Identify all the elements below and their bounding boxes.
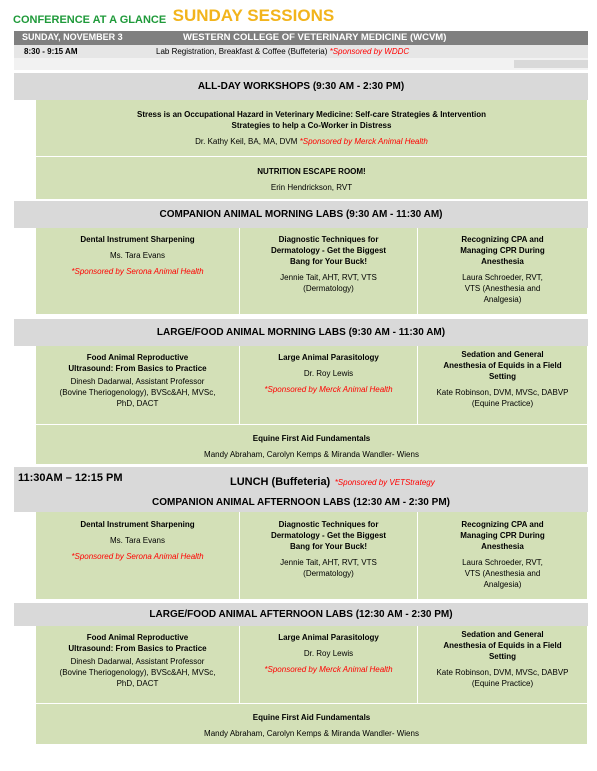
ca-cpa-speaker-2: VTS (Anesthesia and [464,569,541,578]
lm-para-cell [240,346,418,425]
cm-cpa-title-1: Recognizing CPA and [461,235,544,244]
cm-cpa-cell [418,228,588,315]
workshop-stress-title-2: Strategies to help a Co-Worker in Distress [231,121,392,130]
lm-firstaid-title: Equine First Aid Fundamentals [252,434,371,443]
companion-afternoon-heading: COMPANION ANIMAL AFTERNOON LABS (12:30 AM - 2:30 PM) [14,492,588,512]
ca-cpa-title-2: Managing CPR During [460,531,545,540]
cm-dental-title: Dental Instrument Sharpening [80,235,195,244]
lm-sedation-title-1: Sedation and General [461,350,544,359]
lunch-row [14,467,588,492]
cm-derm-speaker-1: Jennie Tait, AHT, RVT, VTS [280,273,377,282]
ca-dental-title: Dental Instrument Sharpening [80,520,195,529]
la-firstaid-speakers: Mandy Abraham, Carolyn Kemps & Miranda Wandler- Wiens [204,729,419,738]
lm-repro-speaker-3: PhD, DACT [116,399,159,408]
cm-cpa-title-3: Anesthesia [481,257,524,266]
registration-sponsor: *Sponsored by WDDC [329,47,410,56]
cm-cpa-title-2: Managing CPR During [460,246,545,255]
venue-label: WESTERN COLLEGE OF VETERINARY MEDICINE (WCVM) [183,32,447,43]
cm-cpa-speaker-1: Laura Schroeder, RVT, [462,273,543,282]
workshop-escape-title: NUTRITION ESCAPE ROOM! [257,167,366,176]
la-sedation-title-3: Setting [488,652,517,661]
ca-derm-cell [240,512,418,600]
large-afternoon-heading: LARGE/FOOD ANIMAL AFTERNOON LABS (12:30 AM - 2:30 PM) [14,603,588,626]
lm-sedation-speaker-2: (Equine Practice) [471,399,534,408]
la-sedation-title-2: Anesthesia of Equids in a Field [443,641,562,650]
lm-repro-speaker-2: (Bovine Theriogenology), BVSc&AH, MVSc, [59,388,216,397]
cm-derm-cell [240,228,418,315]
la-para-title: Large Animal Parasitology [278,633,379,642]
lm-sedation-title-2: Anesthesia of Equids in a Field [443,361,562,370]
la-repro-speaker-2: (Bovine Theriogenology), BVSc&AH, MVSc, [59,668,216,677]
ca-dental-sponsor: *Sponsored by Serona Animal Health [71,552,204,561]
ca-cpa-title-1: Recognizing CPA and [461,520,544,529]
day-header-row [14,31,588,45]
cm-derm-title-2: Dermatology - Get the Biggest [270,246,387,255]
workshop-stress-cell [36,100,588,157]
ca-cpa-cell [418,512,588,600]
lm-firstaid-cell [36,425,588,465]
cm-derm-title-1: Diagnostic Techniques for [278,235,379,244]
cm-cpa-speaker-3: Analgesia) [483,295,522,304]
ca-cpa-speaker-3: Analgesia) [483,580,522,589]
la-firstaid-title: Equine First Aid Fundamentals [252,713,371,722]
ca-dental-cell [36,512,240,600]
workshop-escape-cell [36,157,588,200]
ca-cpa-title-3: Anesthesia [481,542,524,551]
la-para-speaker: Dr. Roy Lewis [303,649,354,658]
la-sedation-title-1: Sedation and General [461,630,544,639]
workshop-stress-title-1: Stress is an Occupational Hazard in Veterinary Medicine: Self-care Strategies & Intervention [136,110,486,119]
workshop-stress-sponsor: *Sponsored by Merck Animal Health [299,137,428,146]
cm-dental-speaker: Ms. Tara Evans [110,251,165,260]
large-morning-heading: LARGE/FOOD ANIMAL MORNING LABS (9:30 AM - 11:30 AM) [14,319,588,346]
ca-cpa-speaker-1: Laura Schroeder, RVT, [462,558,543,567]
la-sedation-speaker-2: (Equine Practice) [471,679,534,688]
lm-repro-title-2: Ultrasound: From Basics to Practice [68,364,207,373]
la-repro-speaker-1: Dinesh Dadarwal, Assistant Professor [70,657,205,666]
ca-derm-title-2: Dermatology - Get the Biggest [270,531,387,540]
workshop-escape-speaker: Erin Hendrickson, RVT [270,183,353,192]
spacer-shade [514,60,588,68]
conference-label: CONFERENCE AT A GLANCE [13,14,167,26]
ca-derm-title-1: Diagnostic Techniques for [278,520,379,529]
registration-row [14,45,588,58]
lm-firstaid-speakers: Mandy Abraham, Carolyn Kemps & Miranda Wandler- Wiens [204,450,419,459]
lm-sedation-speaker-1: Kate Robinson, DVM, MVSc, DABVP [436,388,569,397]
lm-para-title: Large Animal Parasitology [278,353,379,362]
la-firstaid-cell [36,704,588,745]
ca-derm-speaker-2: (Dermatology) [303,569,354,578]
la-repro-title-1: Food Animal Reproductive [86,633,189,642]
la-sedation-cell [418,626,588,704]
registration-text: Lab Registration, Breakfast & Coffee (Buffeteria) *Sponsored by WDDC [156,47,410,56]
cm-derm-title-3: Bang for Your Buck! [289,257,368,266]
day-date: SUNDAY, NOVEMBER 3 [22,32,123,42]
sessions-label: SUNDAY SESSIONS [172,6,335,25]
spacer-band [14,58,588,70]
cm-dental-sponsor: *Sponsored by Serona Animal Health [71,267,204,276]
workshops-heading: ALL-DAY WORKSHOPS (9:30 AM - 2:30 PM) [14,73,588,100]
lunch-time: 11:30AM – 12:15 PM [18,472,123,484]
ca-derm-speaker-1: Jennie Tait, AHT, RVT, VTS [280,558,377,567]
cm-derm-speaker-2: (Dermatology) [303,284,354,293]
lm-repro-speaker-1: Dinesh Dadarwal, Assistant Professor [70,377,205,386]
la-repro-title-2: Ultrasound: From Basics to Practice [68,644,207,653]
lm-para-sponsor: *Sponsored by Merck Animal Health [264,385,393,394]
lunch-sponsor: *Sponsored by VETStrategy [334,478,435,487]
workshop-stress-speaker: Dr. Kathy Keil, BA, MA, DVM *Sponsored by Merck Animal Health [195,137,428,146]
lm-sedation-title-3: Setting [488,372,517,381]
lm-para-speaker: Dr. Roy Lewis [303,369,354,378]
ca-derm-title-3: Bang for Your Buck! [289,542,368,551]
companion-morning-heading: COMPANION ANIMAL MORNING LABS (9:30 AM - 11:30 AM) [14,201,588,228]
lm-repro-cell [36,346,240,425]
cm-dental-cell [36,228,240,315]
lm-sedation-cell [418,346,588,425]
cm-cpa-speaker-2: VTS (Anesthesia and [464,284,541,293]
registration-time: 8:30 - 9:15 AM [24,47,78,56]
la-sedation-speaker-1: Kate Robinson, DVM, MVSc, DABVP [436,668,569,677]
lunch-label-wrap [230,472,435,490]
la-repro-speaker-3: PhD, DACT [116,679,159,688]
la-repro-cell [36,626,240,704]
la-para-cell [240,626,418,704]
lunch-label: LUNCH (Buffeteria) [230,476,331,488]
lm-repro-title-1: Food Animal Reproductive [86,353,189,362]
la-para-sponsor: *Sponsored by Merck Animal Health [264,665,393,674]
ca-dental-speaker: Ms. Tara Evans [110,536,165,545]
page-title [13,6,334,28]
